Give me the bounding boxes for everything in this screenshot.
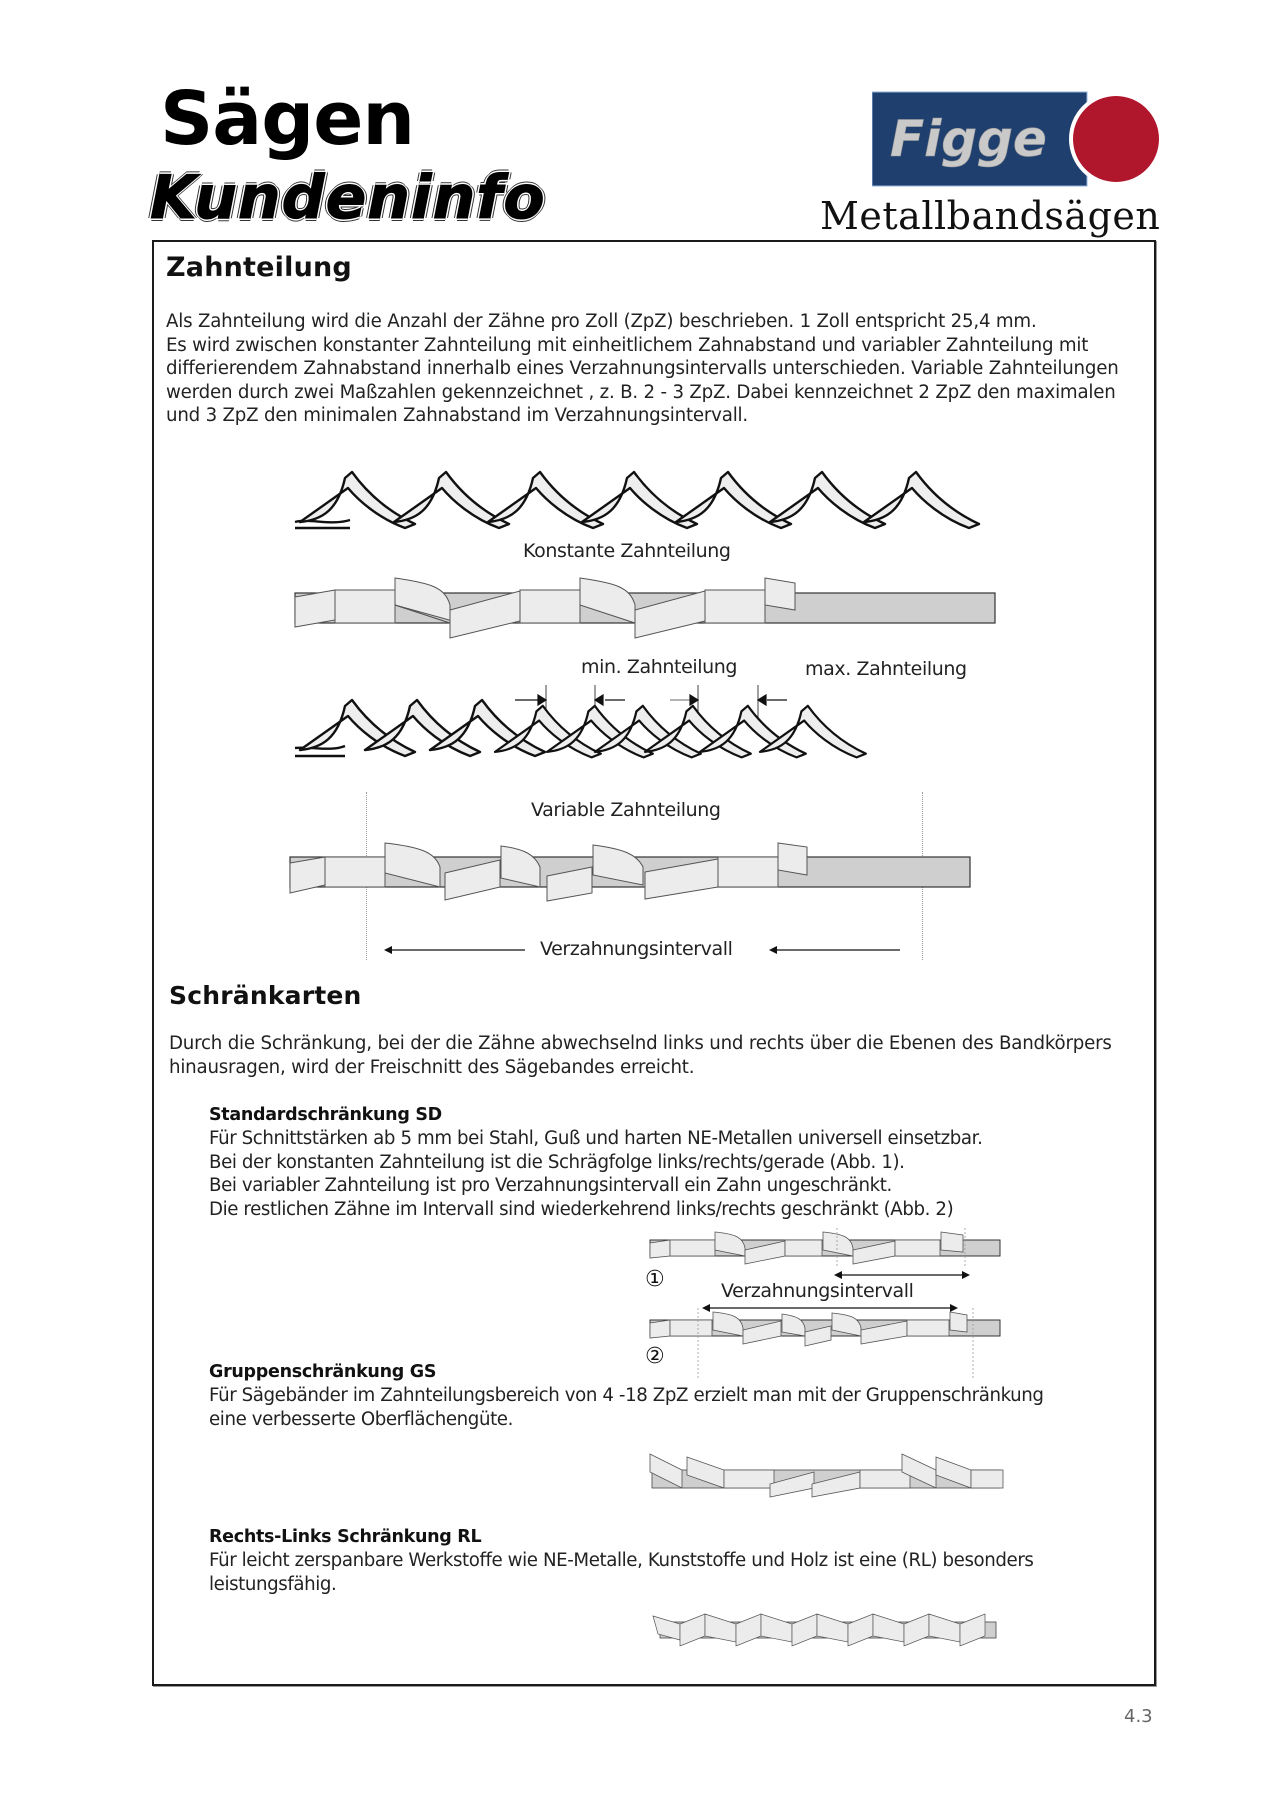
- constant-pitch-set-diagram: [290, 575, 1010, 645]
- rechts-links-schraenkung-text: [209, 1549, 1033, 1596]
- paragraph-line: hinausragen, wird der Freischnitt des Sägebandes erreicht.: [169, 1056, 695, 1078]
- sd-figure-2: [645, 1308, 1015, 1378]
- paragraph-line: Bei der konstanten Zahnteilung ist die Schrägfolge links/rechts/gerade (Abb. 1).: [209, 1151, 905, 1173]
- gs-figure: [640, 1452, 1010, 1507]
- paragraph-line: Für Schnittstärken ab 5 mm bei Stahl, Guß und harten NE-Metallen universell einsetzbar.: [209, 1128, 983, 1149]
- paragraph-line: und 3 ZpZ den minimalen Zahnabstand im Verzahnungsintervall.: [166, 405, 748, 426]
- paragraph-line: Durch die Schränkung, bei der die Zähne abwechselnd links und rechts über die Ebenen des Bandkörpers: [169, 1033, 1112, 1054]
- variable-pitch-profile-diagram: [290, 680, 1010, 770]
- marker-figure-2: ②: [645, 1344, 665, 1369]
- paragraph-line: Für leicht zerspanbare Werkstoffe wie NE-Metalle, Kunststoffe und Holz ist eine (RL) besonders: [209, 1550, 1034, 1571]
- gruppenschraenkung-text: [209, 1384, 1044, 1431]
- paragraph-line: eine verbesserte Oberflächengüte.: [209, 1408, 513, 1430]
- heading-standardschraenkung: Standardschränkung SD: [209, 1105, 442, 1125]
- heading-zahnteilung: Zahnteilung: [166, 252, 352, 283]
- paragraph-line: leistungsfähig.: [209, 1573, 337, 1595]
- variable-pitch-set-diagram: [285, 835, 1005, 915]
- marker-figure-1: ①: [645, 1267, 665, 1292]
- standardschraenkung-text: [209, 1127, 982, 1221]
- label-max-pitch: max. Zahnteilung: [805, 658, 967, 680]
- label-variable-pitch: Variable Zahnteilung: [531, 799, 721, 821]
- constant-pitch-profile-diagram: [290, 470, 1010, 540]
- figge-logo: [872, 90, 1162, 188]
- schraenkarten-paragraph: [169, 1032, 1112, 1079]
- label-constant-pitch: Konstante Zahnteilung: [523, 540, 731, 562]
- paragraph-line: Die restlichen Zähne im Intervall sind wiederkehrend links/rechts geschränkt (Abb. 2): [209, 1198, 954, 1220]
- paragraph-line: Bei variabler Zahnteilung ist pro Verzahnungsintervall ein Zahn ungeschränkt.: [209, 1175, 892, 1196]
- svg-text:Figge: Figge: [890, 110, 1047, 168]
- title-kundeninfo: Kundeninfo: [150, 163, 546, 233]
- paragraph-line: Es wird zwischen konstanter Zahnteilung mit einheitlichem Zahnabstand und variabler Zahnteilung mit: [166, 334, 1089, 356]
- subtitle-metallbandsaegen: Metallbandsägen: [820, 194, 1161, 238]
- heading-gruppenschraenkung: Gruppenschränkung GS: [209, 1362, 437, 1382]
- sd-figure-1: [645, 1228, 1015, 1268]
- paragraph-line: differierendem Zahnabstand innerhalb eines Verzahnungsintervalls unterschieden. Variable Zahnteilungen: [166, 358, 1119, 379]
- title-saegen: Sägen: [160, 76, 415, 162]
- paragraph-line: Für Sägebänder im Zahnteilungsbereich von 4 -18 ZpZ erzielt man mit der Gruppenschränkung: [209, 1385, 1044, 1406]
- heading-rechts-links-schraenkung: Rechts-Links Schränkung RL: [209, 1527, 482, 1547]
- paragraph-line: Als Zahnteilung wird die Anzahl der Zähne pro Zoll (ZpZ) beschrieben. 1 Zoll entspricht 25,4 mm.: [166, 311, 1037, 332]
- rl-figure: [650, 1610, 1000, 1650]
- label-sd-interval: Verzahnungsintervall: [721, 1280, 914, 1302]
- page-number: 4.3: [1124, 1706, 1153, 1727]
- label-min-pitch: min. Zahnteilung: [581, 656, 738, 678]
- zahnteilung-paragraph: [166, 310, 1119, 428]
- paragraph-line: werden durch zwei Maßzahlen gekennzeichnet , z. B. 2 - 3 ZpZ. Dabei kennzeichnet 2 ZpZ den maximalen: [166, 381, 1116, 403]
- label-interval: Verzahnungsintervall: [540, 938, 733, 960]
- heading-schraenkarten: Schränkarten: [169, 981, 362, 1010]
